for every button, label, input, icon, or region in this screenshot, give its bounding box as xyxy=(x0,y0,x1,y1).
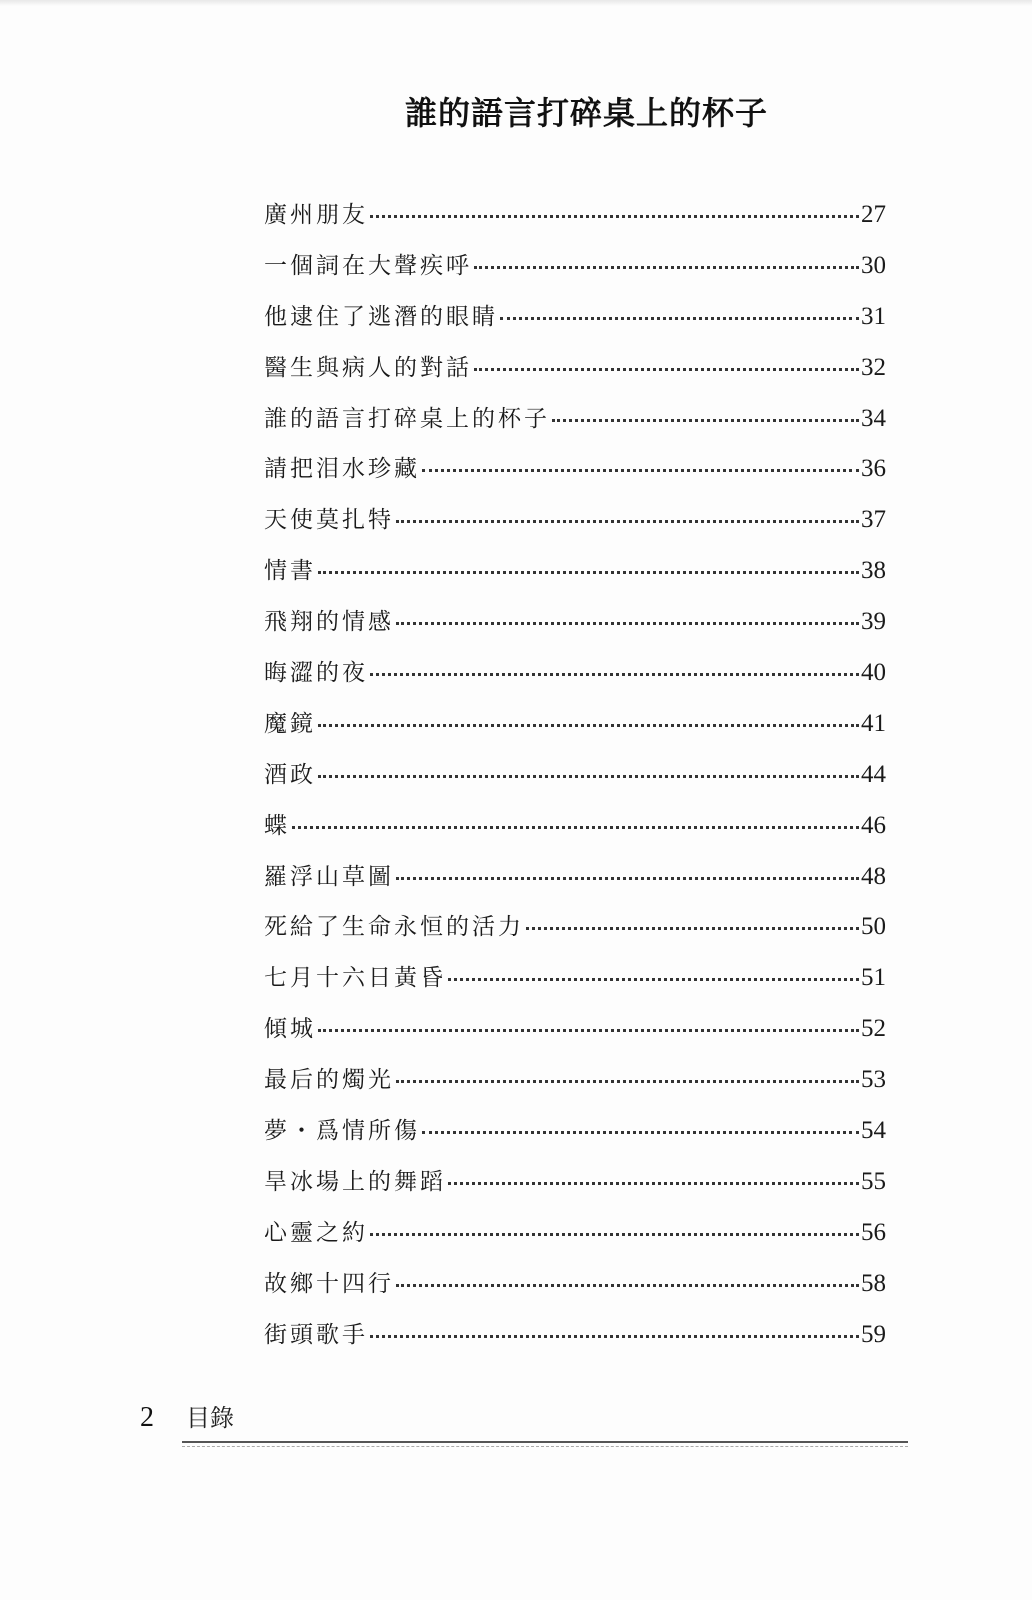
toc-entry xyxy=(264,756,886,807)
toc-dot-leader xyxy=(526,927,859,930)
toc-entry xyxy=(264,807,886,858)
toc-entry-page: 46 xyxy=(861,811,886,839)
table-of-contents xyxy=(264,196,886,1366)
toc-entry-page: 52 xyxy=(861,1015,886,1043)
toc-entry-page: 34 xyxy=(861,404,886,432)
toc-entry-title: 傾城 xyxy=(264,1016,316,1043)
toc-dot-leader xyxy=(396,622,859,625)
toc-entry xyxy=(264,349,886,400)
toc-entry-page: 36 xyxy=(861,455,886,483)
toc-entry-title: 請把泪水珍藏 xyxy=(264,456,420,483)
toc-entry xyxy=(264,1316,886,1367)
toc-dot-leader xyxy=(474,266,859,269)
toc-entry-page: 59 xyxy=(861,1320,886,1348)
toc-entry-page: 53 xyxy=(861,1066,886,1094)
toc-entry-page: 27 xyxy=(861,201,886,228)
toc-entry-page: 44 xyxy=(861,760,886,788)
toc-entry-title: 旱冰場上的舞蹈 xyxy=(264,1168,446,1195)
toc-dot-leader xyxy=(396,520,859,523)
toc-entry-page: 50 xyxy=(861,913,886,941)
page-top-edge xyxy=(0,0,1032,6)
toc-entry xyxy=(264,654,886,705)
toc-entry-page: 31 xyxy=(861,302,886,330)
toc-entry-page: 38 xyxy=(861,557,886,585)
toc-dot-leader xyxy=(370,1335,859,1338)
toc-entry-title: 醫生與病人的對話 xyxy=(264,354,472,381)
toc-entry xyxy=(264,603,886,654)
toc-entry-page: 32 xyxy=(861,353,886,381)
toc-dot-leader xyxy=(552,419,859,422)
toc-entry-title: 他逮住了逃潛的眼睛 xyxy=(264,303,498,330)
toc-entry xyxy=(264,1010,886,1061)
toc-dot-leader xyxy=(396,877,859,880)
footer-label: 目錄 xyxy=(186,1404,234,1432)
toc-entry-title: 飛翔的情感 xyxy=(264,609,394,636)
section-title: 誰的語言打碎桌上的杯子 xyxy=(405,94,769,132)
toc-dot-leader xyxy=(448,1182,859,1185)
toc-entry xyxy=(264,552,886,603)
toc-entry xyxy=(264,1163,886,1214)
toc-dot-leader xyxy=(500,317,859,320)
toc-entry-title: 一個詞在大聲疾呼 xyxy=(264,252,472,279)
toc-dot-leader xyxy=(292,826,859,829)
toc-entry xyxy=(264,1112,886,1163)
toc-entry-page: 58 xyxy=(861,1269,886,1297)
toc-entry-title: 情書 xyxy=(264,558,316,585)
toc-dot-leader xyxy=(448,978,859,981)
toc-entry xyxy=(264,450,886,501)
toc-entry-page: 30 xyxy=(861,251,886,279)
toc-entry-page: 37 xyxy=(861,506,886,534)
toc-entry-title: 故鄉十四行 xyxy=(264,1270,394,1297)
toc-entry xyxy=(264,858,886,909)
toc-entry-title: 晦澀的夜 xyxy=(264,660,368,687)
toc-entry xyxy=(264,959,886,1010)
toc-dot-leader xyxy=(396,1080,859,1083)
toc-entry-page: 55 xyxy=(861,1167,886,1195)
toc-dot-leader xyxy=(318,775,859,778)
toc-entry-page: 48 xyxy=(861,862,886,890)
toc-entry-title: 死給了生命永恒的活力 xyxy=(264,914,524,941)
toc-entry xyxy=(264,247,886,298)
toc-dot-leader xyxy=(318,724,859,727)
toc-entry-page: 54 xyxy=(861,1117,886,1145)
toc-entry xyxy=(264,908,886,959)
toc-dot-leader xyxy=(370,1233,859,1236)
toc-entry-title: 心靈之約 xyxy=(264,1219,368,1246)
toc-entry-page: 40 xyxy=(861,659,886,687)
toc-entry-title: 蝶 xyxy=(264,812,290,839)
page-footer xyxy=(140,1398,234,1434)
toc-dot-leader xyxy=(422,469,859,472)
toc-dot-leader xyxy=(422,1131,859,1134)
toc-entry-title: 酒政 xyxy=(264,761,316,788)
toc-dot-leader xyxy=(396,1284,859,1287)
footer-rule xyxy=(182,1441,908,1443)
toc-entry-title: 最后的燭光 xyxy=(264,1067,394,1094)
toc-entry-title: 羅浮山草圖 xyxy=(264,863,394,890)
toc-entry-title: 夢・爲情所傷 xyxy=(264,1118,420,1145)
toc-entry-title: 七月十六日黃昏 xyxy=(264,965,446,992)
toc-entry-page: 39 xyxy=(861,608,886,636)
toc-dot-leader xyxy=(370,215,859,218)
toc-dot-leader xyxy=(318,571,859,574)
toc-entry-title: 街頭歌手 xyxy=(264,1321,368,1348)
footer-rule-secondary xyxy=(182,1446,908,1447)
toc-entry xyxy=(264,1265,886,1316)
toc-dot-leader xyxy=(318,1029,859,1032)
toc-entry xyxy=(264,1061,886,1112)
toc-entry xyxy=(264,705,886,756)
toc-entry-page: 41 xyxy=(861,709,886,737)
toc-entry-page: 56 xyxy=(861,1218,886,1246)
toc-entry-title: 魔鏡 xyxy=(264,710,316,737)
toc-entry-title: 天使莫扎特 xyxy=(264,507,394,534)
toc-entry-title: 廣州朋友 xyxy=(264,202,368,228)
toc-entry xyxy=(264,501,886,552)
toc-dot-leader xyxy=(370,673,859,676)
toc-entry-title: 誰的語言打碎桌上的杯子 xyxy=(264,405,550,432)
toc-entry xyxy=(264,196,886,247)
toc-entry xyxy=(264,298,886,349)
footer-page-number: 2 xyxy=(140,1402,154,1433)
toc-entry xyxy=(264,1214,886,1265)
toc-entry-page: 51 xyxy=(861,964,886,992)
toc-dot-leader xyxy=(474,368,859,371)
toc-entry xyxy=(264,400,886,451)
